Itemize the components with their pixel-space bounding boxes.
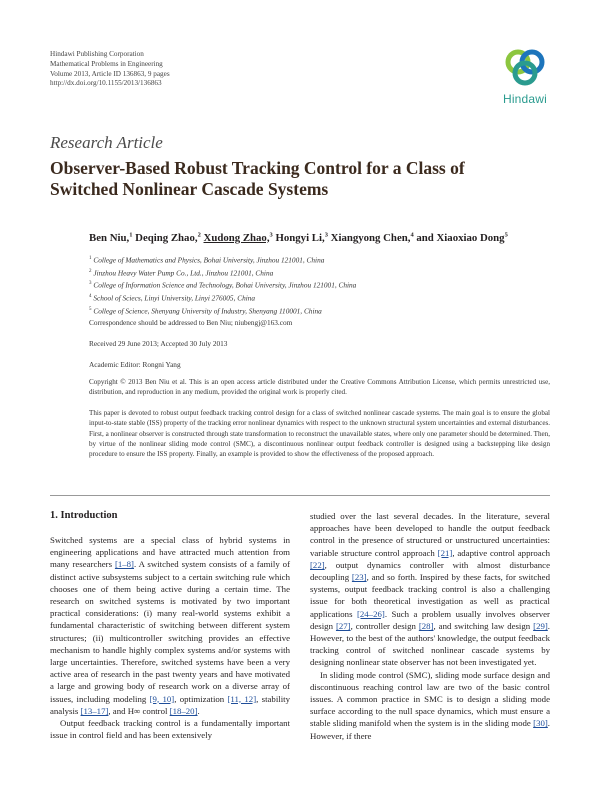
publisher-line: Hindawi Publishing Corporation	[50, 50, 144, 58]
citation-link[interactable]: [30]	[533, 718, 548, 729]
affiliation-list	[89, 253, 356, 316]
intro-paragraph-2: Output feedback tracking control is a fundamentally important issue in control field and has been extensively	[50, 718, 290, 741]
volume-line: Volume 2013, Article ID 136863, 9 pages	[50, 69, 170, 78]
right-column	[310, 510, 550, 742]
intro-paragraph-3: studied over the last several decades. In the literature, several approaches have been developed to handle the output feedback control in the presence of structured or unstructured uncertainties: variable structure control approach [21], adaptive control approach [22], output dynamics controller with almost disturbance decoupling [23], and so forth. Inspired by these facts, for switched systems, output feedback tracking control is also a challenging issue for both theoretical investigation as well as practical applications [24–26]. Such a problem usually involves observer design [27], controller design [28], and switching law design [29]. However, to the best of the authors' knowledge, the output feedback tracking control of switched nonlinear cascade systems by designing nonlinear state observer has not been investigated yet.	[310, 511, 551, 668]
journal-name: Mathematical Problems in Engineering	[50, 59, 163, 68]
paper-title	[50, 158, 550, 200]
affiliation: $^4$ School of Sciecs, Linyi University, Linyi 276005, China	[89, 293, 256, 303]
citation-link[interactable]: [28]	[418, 620, 434, 631]
intro-paragraph-1: Switched systems are a special class of hybrid systems in engineering applications and have attracted much attention from many researchers [1–8]. A switched system consists of a family of distinct active subsystems subject to a certain switching rule which chooses one of them being active during a certain time. The research on switched systems is motivated by two important practical considerations: (i) many real-world systems exhibit a fundamental characteristic of switching between different system structures; (ii) multicontroller switching provides an effective mechanism to handle highly complex systems and/or systems with large uncertainties. Therefore, switched systems have been a very active area of research in the past twenty years and have motivated a large and growing body of research work on a diverse array of issues, including modeling [9, 10], optimization [11, 12], stability analysis [13–17], and H∞ control [18–20].	[50, 535, 291, 716]
citation-link[interactable]: [23]	[351, 572, 367, 583]
copyright-notice: Copyright © 2013 Ben Niu et al. This is an open access article distributed under the Creative Commons Attribution License, which permits unrestricted use, distribution, and reproduction in any medium, provided the original work is properly cited.	[89, 378, 550, 397]
intro-paragraph-4: In sliding mode control (SMC), sliding mode surface design and discontinuous reaching control law are two of the basic control issues. A common practice in SMC is to design a sliding mode surface according to the null space dynamics, which must ensure a stable sliding manifold when the system is in the sliding mode [30]. However, if there	[310, 669, 550, 741]
citation-link[interactable]: [27]	[335, 620, 351, 631]
journal-header	[50, 50, 170, 89]
affiliation: $^2$ Jinzhou Heavy Water Pump Co., Ltd., Jinzhou 121001, China	[89, 268, 274, 278]
correspondence: Correspondence should be addressed to Ben Niu; niubengj@163.com	[89, 318, 293, 327]
academic-editor: Academic Editor: Rongni Yang	[89, 360, 181, 369]
article-type: Research Article	[50, 133, 163, 152]
author[interactable]: Xiangyong Chen,$^4$	[330, 231, 414, 244]
section-heading: 1. Introduction	[50, 510, 118, 521]
citation-link[interactable]: [21]	[437, 547, 453, 558]
author-list	[89, 231, 508, 244]
affiliation: $^3$ College of Information Science and Technology, Bohai University, Jinzhou 121001, China	[89, 280, 357, 290]
left-column	[50, 534, 290, 741]
author[interactable]: Ben Niu,$^1$	[89, 231, 133, 244]
title-line-1: Observer-Based Robust Tracking Control for a Class of	[50, 158, 465, 178]
citation-link[interactable]: [13–17]	[80, 705, 109, 716]
citation-link[interactable]: [11, 12]	[227, 693, 257, 704]
citation-link[interactable]: [29]	[533, 620, 548, 631]
affiliation: $^1$ College of Mathematics and Physics, Bohai University, Jinzhou 121001, China	[89, 255, 325, 265]
author[interactable]: Hongyi Li,$^3$	[275, 231, 328, 244]
citation-link[interactable]: [22]	[310, 559, 325, 570]
divider	[50, 495, 550, 496]
author[interactable]: and Xiaoxiao Dong$^5$	[416, 231, 508, 244]
citation-link[interactable]: [1–8]	[114, 559, 134, 570]
title-line-2: Switched Nonlinear Cascade Systems	[50, 179, 329, 199]
citation-link[interactable]: [9, 10]	[149, 693, 175, 704]
abstract: This paper is devoted to robust output feedback tracking control design for a class of switched nonlinear cascade systems. The main goal is to ensure the global input-to-state stable (ISS) property of the tracking error nonlinear dynamics with respect to the unknown structural system uncertainties and external disturbances. First, a nonlinear observer is constructed through state transformation to reconstruct the unavailable states, where only one parameter should be determined. Then, by virtue of the nonlinear sliding mode control (SMC), a discontinuous nonlinear output feedback controller is designed using a backstepping like design procedure to ensure the ISS property. Finally, an example is provided to show the effectiveness of the proposed approach.	[89, 409, 550, 459]
author[interactable]: Xudong Zhao,$^3$	[203, 231, 273, 244]
doi-link[interactable]: http://dx.doi.org/10.1155/2013/136863	[50, 79, 162, 88]
citation-link[interactable]: [24–26]	[356, 608, 385, 619]
citation-link[interactable]: [18–20]	[169, 705, 198, 716]
received-date: Received 29 June 2013; Accepted 30 July 2013	[89, 339, 228, 348]
affiliation: $^5$ College of Science, Shenyang University of Industry, Shenyang 110001, China	[89, 305, 322, 315]
hindawi-logo-text: Hindawi	[502, 92, 548, 106]
author[interactable]: Deqing Zhao,$^2$	[135, 231, 201, 244]
